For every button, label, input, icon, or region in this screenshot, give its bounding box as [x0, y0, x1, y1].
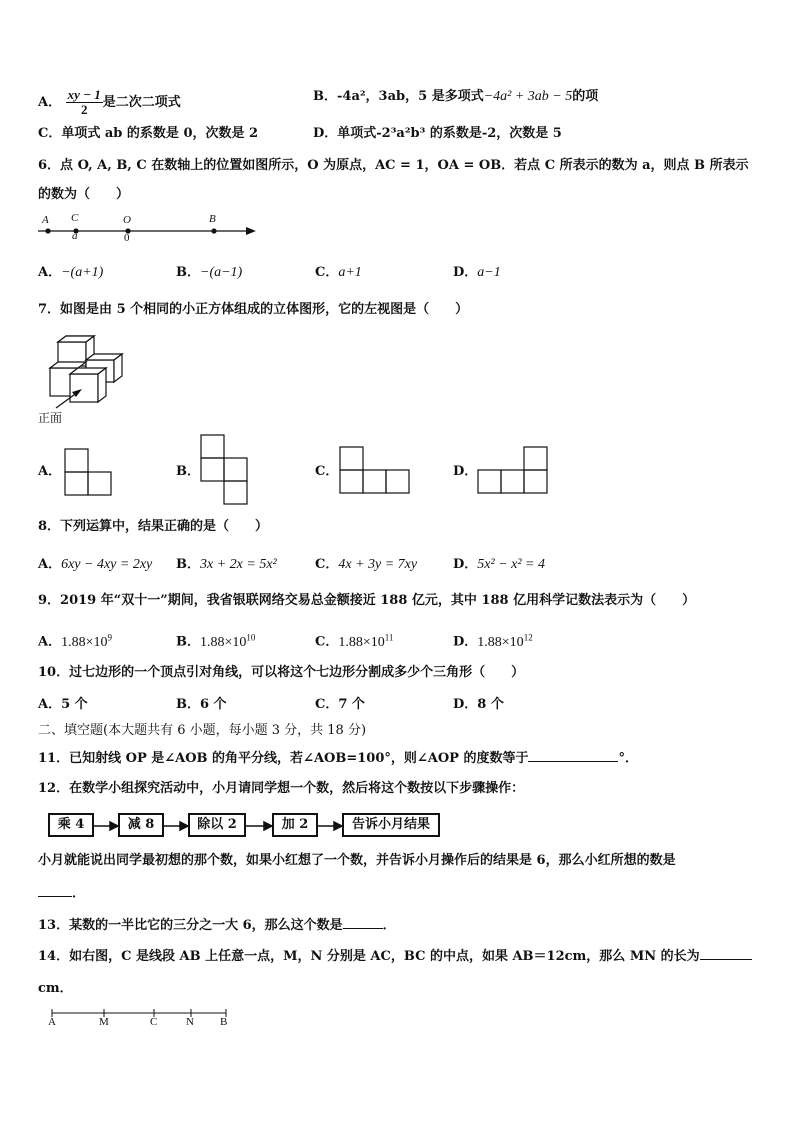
q7-option-d-figure — [477, 446, 551, 494]
q12-flow-arrows — [90, 814, 350, 838]
q10-option-c: C．7 个 — [315, 697, 365, 712]
step-tell-result: 告诉小月结果 — [342, 813, 440, 837]
q14-question-line2: cm． — [38, 981, 73, 996]
q9-option-d: D．$1.88\times 10^{12}$ — [453, 632, 533, 650]
segment-point-a: A — [48, 1016, 56, 1028]
q6-option-b: B．−(a−1) — [176, 265, 243, 280]
step-multiply-4: 乘 4 — [48, 813, 94, 837]
q7-option-b-figure — [200, 434, 250, 506]
q5-option-d: D．单项式-2³a²b³ 的系数是-2，次数是 5 — [313, 126, 562, 141]
q8-option-a: A．6xy − 4xy = 2xy — [38, 557, 153, 572]
q7-option-c-figure — [339, 446, 413, 494]
point-a-dot — [45, 228, 50, 233]
arrow-4 — [334, 822, 342, 830]
q10-question: 10．过七边形的一个顶点引对角线，可以将这个七边形分割成多少个三角形（ ） — [38, 665, 525, 680]
segment-point-n: N — [186, 1016, 194, 1028]
q12-question: 12．在数学小组探究活动中，小月请同学想一个数，然后将这个数按以下步骤操作： — [38, 781, 525, 796]
section-two-heading: 二、填空题(本大题共有 6 小题，每小题 3 分，共 18 分) — [38, 723, 367, 738]
segment-point-c: C — [150, 1016, 158, 1028]
q9-option-a: A．$1.88\times 10^9$ — [38, 632, 112, 650]
q9-option-c: C．$1.88\times 10^{11}$ — [315, 632, 394, 650]
axis-label-a: A — [42, 214, 49, 226]
q12-question-line2: 小月就能说出同学最初想的那个数，如果小红想了一个数，并告诉小月操作后的结果是 6，那么小红所想的数是 — [38, 853, 676, 868]
q6-option-a: A．−(a+1) — [38, 265, 104, 280]
q5-option-c: C．单项式 ab 的系数是 0，次数是 2 — [38, 126, 259, 141]
q7-cube-stack-figure — [42, 330, 132, 412]
q7-option-a-label: A． — [38, 464, 62, 479]
q6-option-d: D．a−1 — [453, 265, 501, 280]
q14-answer-blank[interactable] — [700, 947, 752, 960]
axis-label-zero: 0 — [124, 232, 130, 244]
q5-option-b: B．-4a²，3ab，5 是多项式−4a² + 3ab − 5的项 — [313, 89, 599, 104]
q9-option-b: B．$1.88\times 10^{10}$ — [176, 632, 256, 650]
q14-question: 14．如右图，C 是线段 AB 上任意一点，M，N 分别是 AC，BC 的中点，如果 AB＝12cm，那么 MN 的长为 — [38, 947, 752, 966]
arrow-3 — [264, 822, 272, 830]
step-divide-2: 除以 2 — [188, 813, 246, 837]
point-b-dot — [211, 228, 216, 233]
q7-option-a-figure — [64, 448, 114, 496]
arrow-1 — [110, 822, 118, 830]
q10-option-b: B．6 个 — [176, 697, 227, 712]
q5-fraction: $\frac{xy - 1}{2}$ — [67, 87, 101, 117]
q7-option-d-label: D． — [453, 464, 478, 479]
axis-label-c: C — [71, 212, 79, 224]
q7-question: 7．如图是由 5 个相同的小正方体组成的立体图形，它的左视图是（ ） — [38, 302, 469, 317]
q11-answer-blank[interactable] — [528, 749, 618, 762]
q6-question-line1: 6．点 O, A, B, C 在数轴上的位置如图所示，O 为原点，AC = 1，OA = OB．若点 C 所表示的数为 a，则点 B 所表示 — [38, 158, 749, 173]
q8-option-d: D．5x² − x² = 4 — [453, 557, 545, 572]
q9-question: 9．2019 年“双十一”期间，我省银联网络交易总金额接近 188 亿元，其中 188 亿用科学记数法表示为（ ） — [38, 593, 696, 608]
q7-option-b-label: B． — [176, 464, 200, 479]
q6-question-line2: 的数为（ ） — [38, 187, 130, 202]
q13-question: 13．某数的一半比它的三分之一大 6，那么这个数是 ． — [38, 918, 396, 933]
q10-option-a: A．5 个 — [38, 697, 88, 712]
q10-option-d: D．8 个 — [453, 697, 504, 712]
front-view-label: 正面 — [38, 411, 63, 425]
q11-question: 11．已知射线 OP 是∠AOB 的角平分线，若∠AOB=100°，则∠AOP 的度数等于 °． — [38, 751, 638, 766]
segment-point-m: M — [99, 1016, 109, 1028]
q6-number-line — [30, 210, 270, 250]
q13-answer-blank[interactable] — [343, 916, 383, 929]
q6-option-c: C．a+1 — [315, 265, 362, 280]
axis-label-b: B — [209, 213, 216, 225]
q7-option-c-label: C． — [315, 464, 339, 479]
q8-option-b: B．3x + 2x = 5x² — [176, 557, 277, 572]
segment-point-b: B — [220, 1016, 228, 1028]
arrow-2 — [180, 822, 188, 830]
q8-question: 8．下列运算中，结果正确的是（ ） — [38, 519, 269, 534]
step-subtract-8: 减 8 — [118, 813, 164, 837]
axis-label-o: O — [123, 214, 131, 226]
axis-label-a-value: a — [72, 230, 78, 242]
q14-segment-diagram — [46, 1006, 236, 1020]
q8-option-c: C．4x + 3y = 7xy — [315, 557, 418, 572]
step-add-2: 加 2 — [272, 813, 318, 837]
q12-answer-line: ． — [38, 884, 85, 903]
q5-option-a: A． $\frac{xy - 1}{2}$ 是二次二项式 — [38, 87, 181, 117]
q12-answer-blank[interactable] — [38, 884, 72, 897]
